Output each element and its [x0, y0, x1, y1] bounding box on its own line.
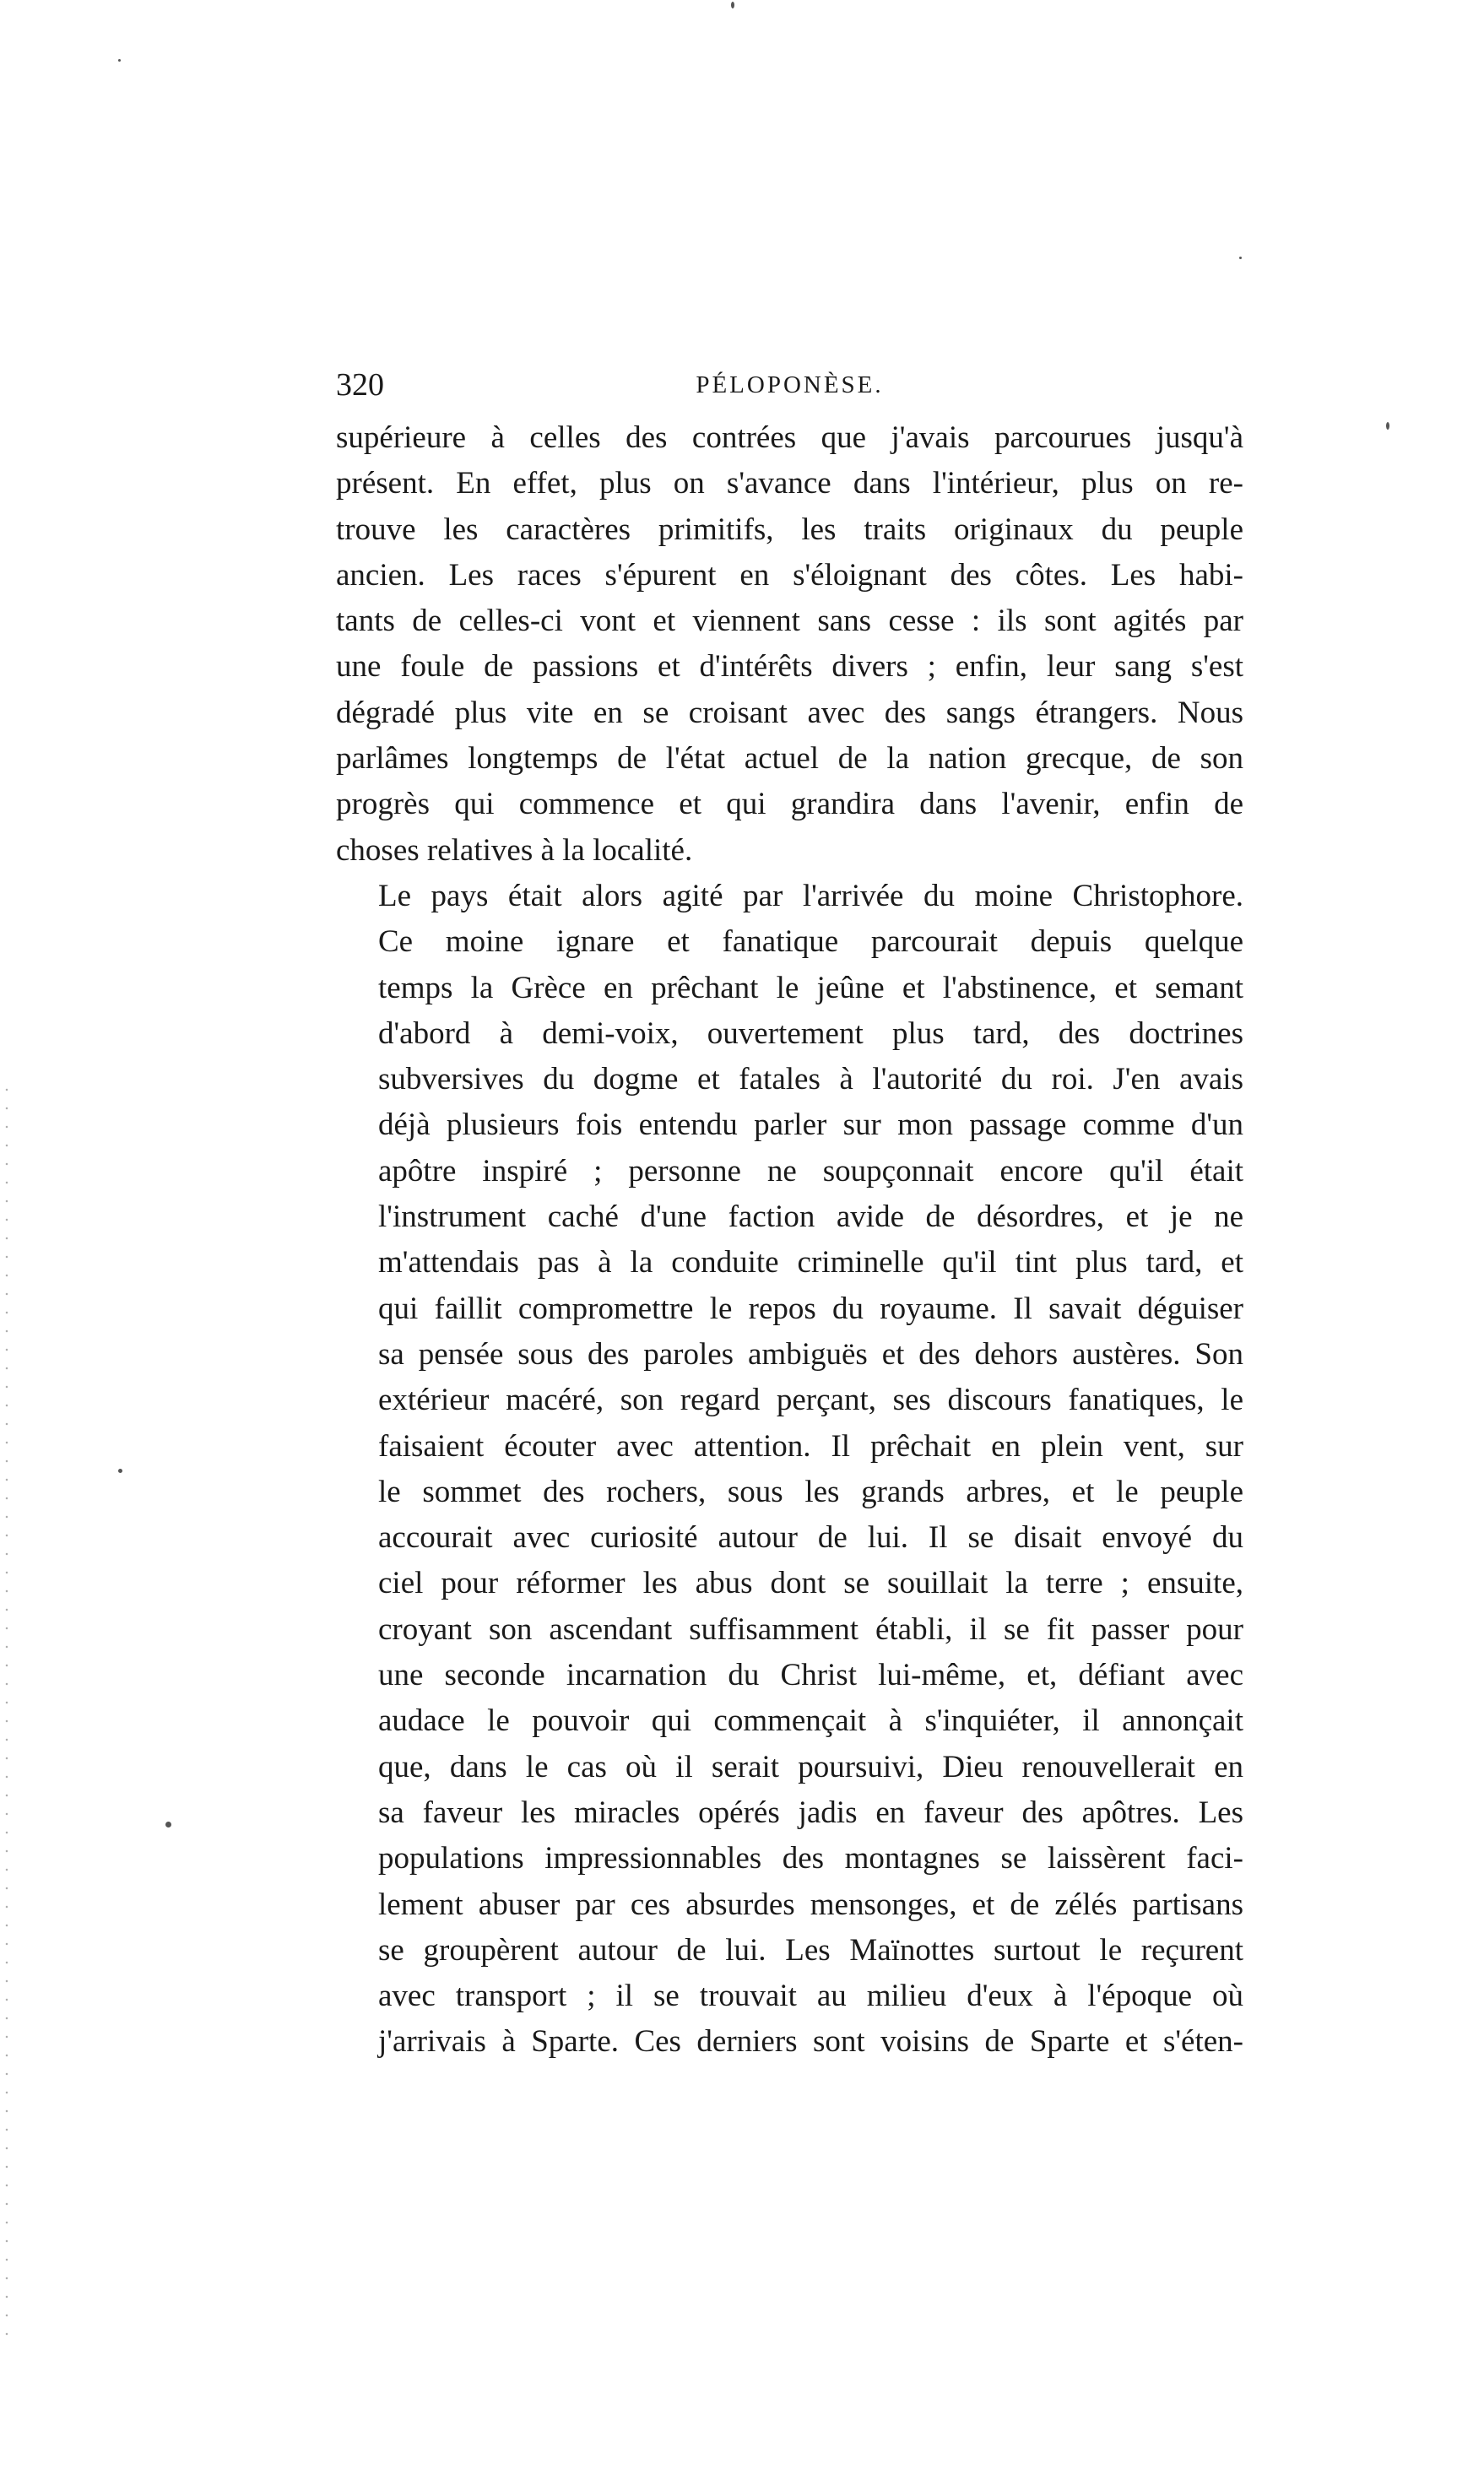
- text-line: j'arrivais à Sparte. Ces derniers sont voisins de Sparte et s'éten-: [378, 2024, 1243, 2060]
- text-line: que, dans le cas où il serait poursuivi, Dieu renouvellerait en: [378, 1749, 1243, 1784]
- text-line: subversives du dogme et fatales à l'autorité du roi. J'en avais: [378, 1062, 1243, 1097]
- text-line: supérieure à celles des contrées que j'avais parcourues jusqu'à: [336, 420, 1243, 455]
- text-line: l'instrument caché d'une faction avide de désordres, et je ne: [378, 1199, 1243, 1235]
- text-line: audace le pouvoir qui commençait à s'inquiéter, il annonçait: [378, 1703, 1243, 1739]
- paragraph: [336, 874, 1243, 2066]
- text-line: Le pays était alors agité par l'arrivée du moine Christophore.: [378, 878, 1243, 913]
- text-line: accourait avec curiosité autour de lui. Il se disait envoyé du: [378, 1520, 1243, 1556]
- text-line: choses relatives à la localité.: [336, 832, 693, 868]
- text-line: Ce moine ignare et fanatique parcourait depuis quelque: [378, 924, 1243, 960]
- text-line: progrès qui commence et qui grandira dans l'avenir, enfin de: [336, 787, 1243, 822]
- text-line: le sommet des rochers, sous les grands arbres, et le peuple: [378, 1474, 1243, 1509]
- text-line: sa faveur les miracles opérés jadis en faveur des apôtres. Les: [378, 1795, 1243, 1830]
- scan-speck: [118, 1469, 122, 1473]
- text-line: une foule de passions et d'intérêts divers ; enfin, leur sang s'est: [336, 649, 1243, 685]
- running-head: [336, 361, 1243, 409]
- text-line: déjà plusieurs fois entendu parler sur mon passage comme d'un: [378, 1107, 1243, 1143]
- text-line: avec transport ; il se trouvait au milieu d'eux à l'époque où: [378, 1979, 1243, 2014]
- page-number: 320: [336, 367, 384, 403]
- text-line: trouve les caractères primitifs, les traits originaux du peuple: [336, 512, 1243, 547]
- text-line: extérieur macéré, son regard perçant, ses discours fanatiques, le: [378, 1383, 1243, 1418]
- text-line: croyant son ascendant suffisamment établi, il se fit passer pour: [378, 1611, 1243, 1647]
- scan-speck: [1239, 257, 1242, 259]
- text-line: apôtre inspiré ; personne ne soupçonnait encore qu'il était: [378, 1153, 1243, 1189]
- text-line: ancien. Les races s'épurent en s'éloignant des côtes. Les habi-: [336, 557, 1243, 593]
- text-line: se groupèrent autour de lui. Les Maïnottes surtout le reçurent: [378, 1932, 1243, 1968]
- scan-speck: [118, 59, 121, 62]
- text-line: temps la Grèce en prêchant le jeûne et l'abstinence, et semant: [378, 970, 1243, 1005]
- text-line: populations impressionnables des montagnes se laissèrent faci-: [378, 1841, 1243, 1876]
- scan-speck: [165, 1822, 171, 1828]
- text-line: qui faillit compromettre le repos du royaume. Il savait déguiser: [378, 1291, 1243, 1326]
- running-title: PÉLOPONÈSE.: [696, 371, 884, 398]
- text-line: tants de celles-ci vont et viennent sans cesse : ils sont agités par: [336, 604, 1243, 639]
- body-text: [336, 415, 1243, 2066]
- text-line: faisaient écouter avec attention. Il prêchait en plein vent, sur: [378, 1428, 1243, 1464]
- text-line: ciel pour réformer les abus dont se souillait la terre ; ensuite,: [378, 1566, 1243, 1601]
- text-line: sa pensée sous des paroles ambiguës et des dehors austères. Son: [378, 1336, 1243, 1372]
- paragraph: [336, 415, 1243, 874]
- scan-speck: [1386, 422, 1389, 430]
- scan-speck: [731, 2, 734, 8]
- text-line: m'attendais pas à la conduite criminelle qu'il tint plus tard, et: [378, 1245, 1243, 1281]
- text-line: dégradé plus vite en se croisant avec des sangs étrangers. Nous: [336, 695, 1243, 730]
- text-line: présent. En effet, plus on s'avance dans l'intérieur, plus on re-: [336, 466, 1243, 501]
- text-line: lement abuser par ces absurdes mensonges, et de zélés partisans: [378, 1887, 1243, 1922]
- text-line: parlâmes longtemps de l'état actuel de la nation grecque, de son: [336, 741, 1243, 777]
- text-line: une seconde incarnation du Christ lui-même, et, défiant avec: [378, 1658, 1243, 1693]
- scan-edge-marks: [5, 1080, 8, 2347]
- text-line: d'abord à demi-voix, ouvertement plus tard, des doctrines: [378, 1015, 1243, 1051]
